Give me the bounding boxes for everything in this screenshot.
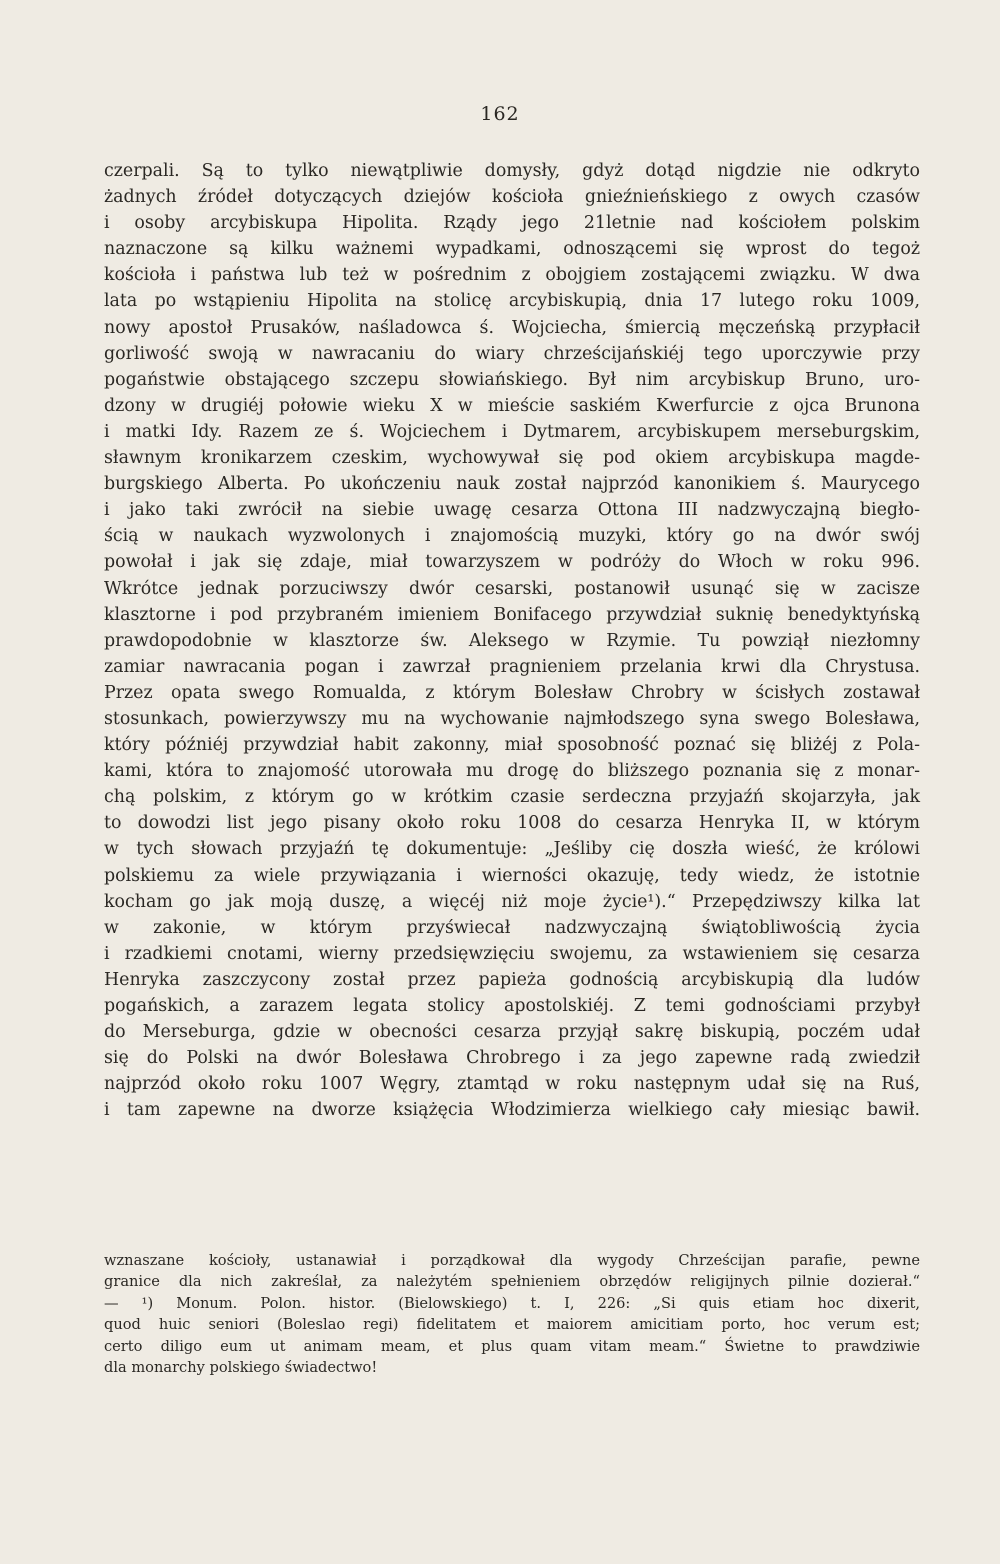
text-line: i jako taki zwrócił na siebie uwagę cesarza Ottona III nadzwyczajną biegło- <box>104 500 920 521</box>
text-line: naznaczone są kilku ważnemi wypadkami, odnoszącemi się wprost do tegoż <box>104 239 920 260</box>
text-line: i tam zapewne na dworze książęcia Włodzimierza wielkiego cały miesiąc bawił. <box>104 1100 920 1121</box>
text-line: burgskiego Alberta. Po ukończeniu nauk został najprzód kanonikiem ś. Maurycego <box>104 474 920 495</box>
text-line: ścią w naukach wyzwolonych i znajomością muzyki, który go na dwór swój <box>104 526 920 547</box>
footnote-line: wznaszane kościoły, ustanawiał i porządkował dla wygody Chrześcijan parafie, pewne <box>104 1252 920 1269</box>
footnote-line: — ¹) Monum. Polon. histor. (Bielowskiego) t. I, 226: „Si quis etiam hoc dixerit, <box>104 1294 920 1312</box>
text-line: który późniéj przywdział habit zakonny, miał sposobność poznać się bliżéj z Pola- <box>104 735 920 756</box>
text-line: nowy apostoł Prusaków, naśladowca ś. Wojciecha, śmiercią męczeńską przypłacił <box>104 317 920 338</box>
text-line: kościoła i państwa lub też w pośrednim z obojgiem zostającemi związku. W dwa <box>104 265 920 286</box>
text-line: sławnym kronikarzem czeskim, wychowywał się pod okiem arcybiskupa magde- <box>104 448 920 469</box>
text-line: polskiemu za wiele przywiązania i wierności okazuję, tedy wiedz, że istotnie <box>104 865 920 886</box>
text-line: pogańskich, a zarazem legata stolicy apostolskiéj. Z temi godnościami przybył <box>104 996 920 1016</box>
text-line: się do Polski na dwór Bolesława Chrobrego i za jego zapewne radą zwiedził <box>104 1048 920 1069</box>
footnote-line: quod huic seniori (Boleslao regi) fidelitatem et maiorem amicitiam porto, hoc verum est; <box>104 1316 920 1334</box>
text-line: najprzód około roku 1007 Węgry, ztamtąd w roku następnym udał się na Ruś, <box>104 1074 920 1095</box>
text-line: lata po wstąpieniu Hipolita na stolicę arcybiskupią, dnia 17 lutego roku 1009, <box>104 291 920 312</box>
text-line: do Merseburga, gdzie w obecności cesarza przyjął sakrę biskupią, poczém udał <box>104 1022 920 1043</box>
text-line: gorliwość swoją w nawracaniu do wiary chrześcijańskiéj tego uporczywie przy <box>104 343 920 364</box>
page-number: 162 <box>480 103 520 125</box>
footnotes <box>104 1250 920 1378</box>
text-line: w tych słowach przyjaźń tę dokumentuje: „Jeśliby cię doszła wieść, że królowi <box>104 839 920 860</box>
text-line: kami, która to znajomość utorowała mu drogę do bliższego poznania się z monar- <box>104 761 920 782</box>
body-text <box>104 158 920 1123</box>
text-line: zamiar nawracania pogan i zawrzał pragnieniem przelania krwi dla Chrystusa. <box>104 656 920 677</box>
text-line: pogaństwie obstającego szczepu słowiańskiego. Był nim arcybiskup Bruno, uro- <box>104 369 920 390</box>
text-line: Henryka zaszczycony został przez papieża godnością arcybiskupią dla ludów <box>104 969 920 990</box>
text-line: Wkrótce jednak porzuciwszy dwór cesarski, postanowił usunąć się w zacisze <box>104 578 920 599</box>
text-line: i osoby arcybiskupa Hipolita. Rządy jego 21letnie nad kościołem polskim <box>104 213 920 234</box>
text-line: żadnych źródeł dotyczących dziejów kościoła gnieźnieńskiego z owych czasów <box>104 187 920 208</box>
text-line: klasztorne i pod przybraném imieniem Bonifacego przywdział suknię benedyktyńską <box>104 604 920 625</box>
footnote-line: dla monarchy polskiego świadectwo! <box>104 1358 378 1376</box>
text-line: Przez opata swego Romualda, z którym Bolesław Chrobry w ścisłych zostawał <box>104 682 920 703</box>
text-line: stosunkach, powierzywszy mu na wychowanie najmłodszego syna swego Bolesława, <box>104 708 920 729</box>
text-line: w zakonie, w którym przyświecał nadzwyczajną świątobliwością życia <box>104 917 920 938</box>
text-line: powołał i jak się zdaje, miał towarzyszem w podróży do Włoch w roku 996. <box>104 552 920 573</box>
text-line: chą polskim, z którym go w krótkim czasie serdeczna przyjaźń skojarzyła, jak <box>104 787 920 808</box>
text-line: czerpali. Są to tylko niewątpliwie domysły, gdyż dotąd nigdzie nie odkryto <box>104 161 920 181</box>
text-line: dzony w drugiéj połowie wieku X w mieście saskiém Kwerfurcie z ojca Brunona <box>104 395 920 416</box>
text-line: i rzadkiemi cnotami, wierny przedsięwzięciu swojemu, za wstawieniem się cesarza <box>104 943 920 964</box>
footnote-line: granice dla nich zakreślał, za należytém spełnieniem obrzędów religijnych pilnie dozierał.“ <box>104 1273 920 1291</box>
text-line: prawdopodobnie w klasztorze św. Aleksego w Rzymie. Tu powziął niezłomny <box>104 630 920 651</box>
text-line: to dowodzi list jego pisany około roku 1008 do cesarza Henryka II, w którym <box>104 813 920 834</box>
footnote-line: certo diligo eum ut animam meam, et plus quam vitam meam.“ Świetne to prawdziwie <box>104 1337 920 1355</box>
text-line: kocham go jak moją duszę, a więcéj niż moje życie¹).“ Przepędziwszy kilka lat <box>104 891 920 912</box>
text-line: i matki Idy. Razem ze ś. Wojciechem i Dytmarem, arcybiskupem merseburgskim, <box>104 421 920 442</box>
